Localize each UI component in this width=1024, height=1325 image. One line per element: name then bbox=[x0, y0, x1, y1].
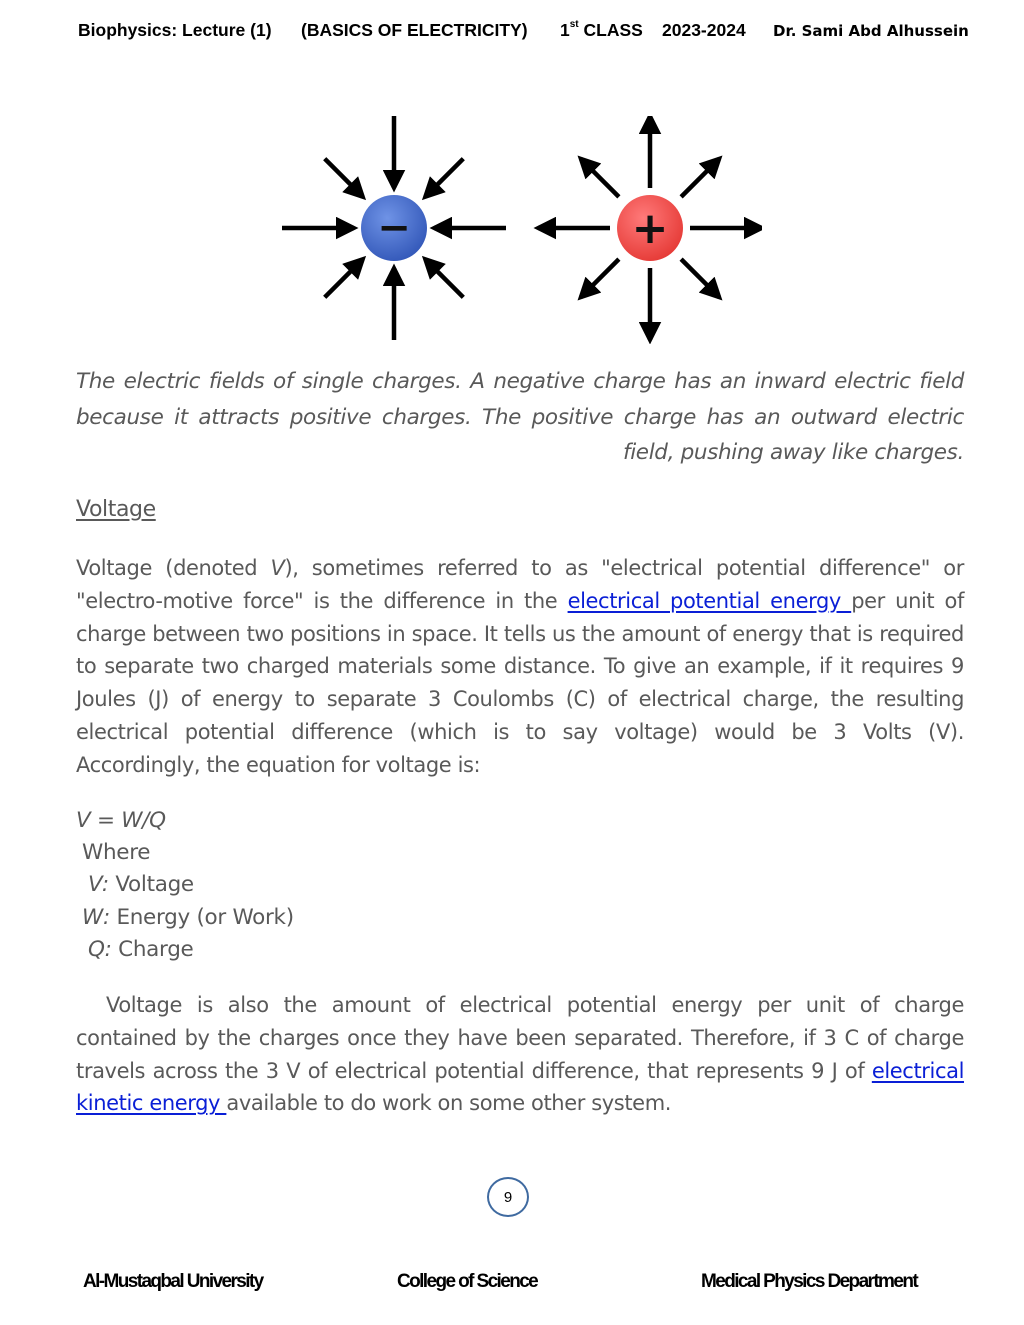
header-year bbox=[662, 20, 746, 46]
para1-text-2: ), sometimes referred to as "electrical potential difference" or "electro-motive force" is the difference in the bbox=[76, 556, 964, 613]
header-author-text: Dr. Sami Abd Alhussein bbox=[773, 22, 969, 40]
positive-field-arrow-up-right bbox=[681, 159, 719, 197]
positive-field-arrow-down-left bbox=[581, 259, 619, 297]
definition-q bbox=[76, 934, 294, 966]
negative-field-arrow-up-left bbox=[325, 159, 363, 197]
page-number bbox=[487, 1177, 529, 1217]
negative-field-arrow-up-right bbox=[425, 159, 463, 197]
definition-q-desc: Charge bbox=[111, 936, 194, 962]
section-heading-voltage: Voltage bbox=[76, 497, 156, 522]
voltage-energy-paragraph bbox=[76, 989, 964, 1120]
header-year-text: 2023-2024 bbox=[662, 20, 746, 40]
header-topic-text: (BASICS OF ELECTRICITY) bbox=[301, 20, 528, 40]
electrical-potential-energy-link[interactable]: electrical potential energy bbox=[567, 588, 852, 613]
voltage-equation-block bbox=[76, 805, 294, 966]
para1-text-1: Voltage (denoted bbox=[76, 556, 271, 580]
header-class-sup: st bbox=[569, 19, 579, 31]
definition-w-symbol: W: bbox=[82, 904, 110, 930]
header-class-label: CLASS bbox=[583, 20, 643, 40]
definition-v-desc: Voltage bbox=[108, 872, 194, 898]
definition-v bbox=[76, 869, 294, 901]
header-class bbox=[560, 20, 643, 46]
voltage-formula bbox=[76, 805, 294, 837]
header-course-text: Biophysics: Lecture (1) bbox=[78, 20, 272, 40]
formula-text: V = W/Q bbox=[76, 808, 166, 833]
positive-field-arrow-down-right bbox=[681, 259, 719, 297]
positive-charge-symbol: + bbox=[631, 203, 669, 254]
para1-text-3: per unit of charge between two positions in space. It tells us the amount of energy that is required to separate two charged materials some distance. To give an example, if it requires 9 Joules (J) of energy to separate 3 Coulombs (C) of electrical charge, the resulting electrical potential difference (which is to say voltage) would be 3 Volts (V). Accordingly, the equation for voltage is: bbox=[76, 588, 964, 777]
footer-department: Medical Physics Department bbox=[701, 1271, 918, 1292]
where-label bbox=[76, 837, 294, 869]
negative-charge-symbol: − bbox=[377, 205, 411, 251]
definition-w-desc: Energy (or Work) bbox=[109, 904, 294, 930]
header-course bbox=[78, 20, 272, 46]
definition-q-symbol: Q: bbox=[88, 936, 112, 962]
footer-university: Al-Mustaqbal University bbox=[83, 1271, 263, 1292]
positive-field-arrow-up-left bbox=[581, 159, 619, 197]
figure-caption: The electric fields of single charges. A negative charge has an inward electric field because it attracts positive charges. The positive charge has an outward electric field, pushing away like charges. bbox=[76, 369, 964, 465]
negative-field-arrow-down-right bbox=[425, 259, 463, 297]
where-text: Where bbox=[82, 840, 151, 866]
footer-college: College of Science bbox=[397, 1271, 538, 1292]
para2-text-2: available to do work on some other system. bbox=[226, 1091, 672, 1116]
header-author bbox=[773, 22, 969, 48]
negative-field-arrow-down-left bbox=[325, 259, 363, 297]
header-class-num: 1 bbox=[560, 20, 570, 40]
para1-symbol-v: V bbox=[270, 556, 285, 580]
electrical-kinetic-energy-link[interactable]: electrical kinetic energy bbox=[76, 1058, 964, 1116]
para2-text-1: Voltage is also the amount of electrical potential energy per unit of charge contained by the charges once they have been separated. Therefore, if 3 C of charge travels across the 3 V of electrical potential difference, that represents 9 J of bbox=[76, 993, 964, 1083]
definition-v-symbol: V: bbox=[88, 872, 109, 898]
electric-field-figure bbox=[282, 116, 762, 344]
voltage-definition-paragraph bbox=[76, 552, 964, 782]
page-number-text: 9 bbox=[503, 1188, 513, 1206]
definition-w bbox=[76, 902, 294, 934]
header-topic bbox=[301, 20, 528, 46]
